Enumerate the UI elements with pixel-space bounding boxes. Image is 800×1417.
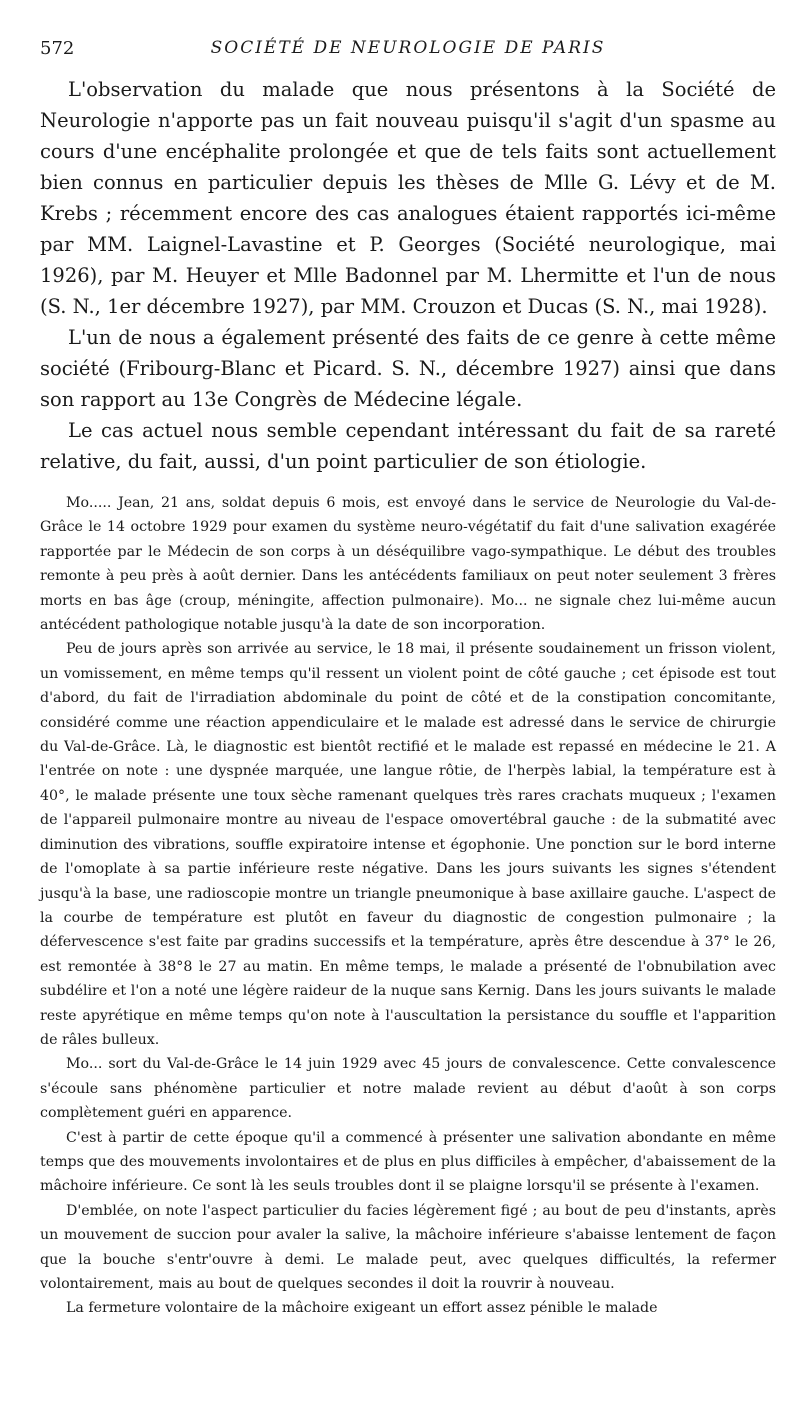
case-paragraph: C'est à partir de cette époque qu'il a commencé à présenter une salivation abondante en même temps que des mouvements involontaires et de plus en plus difficiles à empêcher, d'abaissement de la mâchoire inférieure. Ce sont là les seuls troubles dont il se plaigne lorsqu'il se présente à l'examen.	[40, 1129, 776, 1195]
case-paragraph: Mo..... Jean, 21 ans, soldat depuis 6 mois, est envoyé dans le service de Neurologie du Val-de-Grâce le 14 octobre 1929 pour examen du système neuro-végétatif du fait d'une salivation exagérée rapportée par le Médecin de son corps à un déséquilibre vago-sympathique. Le début des troubles remonte à peu près à août dernier. Dans les antécédents familiaux on peut noter seulement 3 frères morts en bas âge (croup, méningite, affection pulmonaire). Mo... ne signale chez lui-même aucun antécédent pathologique notable jusqu'à la date de son incorporation.	[40, 495, 776, 634]
intro-paragraph: L'observation du malade que nous présentons à la Société de Neurologie n'apporte pas un fait nouveau puisqu'il s'agit d'un spasme au cours d'une encéphalite prolongée et que de tels faits sont actuellement bien connus en particulier depuis les thèses de Mlle G. Lévy et de M. Krebs ; récemment encore des cas analogues étaient rapportés ici-même par MM. Laignel-Lavastine et P. Georges (Société neurologique, mai 1926), par M. Heuyer et Mlle Badonnel par M. Lhermitte et l'un de nous (S. N., 1er décembre 1927), par MM. Crouzon et Ducas (S. N., mai 1928).	[40, 78, 776, 318]
running-head	[40, 38, 776, 74]
intro-paragraph: L'un de nous a également présenté des faits de ce genre à cette même société (Fribourg-Blanc et Picard. S. N., décembre 1927) ainsi que dans son rapport au 13e Congrès de Médecine légale.	[40, 326, 776, 411]
case-paragraph: Peu de jours après son arrivée au service, le 18 mai, il présente soudainement un frisson violent, un vomissement, en même temps qu'il ressent un violent point de côté gauche ; cet épisode est tout d'abord, du fait de l'irradiation abdominale du point de côté et de la constipation concomitante, considéré comme une réaction appendiculaire et le malade est adressé dans le service de chirurgie du Val-de-Grâce. Là, le diagnostic est bientôt rectifié et le malade est repassé en médecine le 21. A l'entrée on note : une dyspnée marquée, une langue rôtie, de l'herpès labial, la température est à 40°, le malade présente une toux sèche ramenant quelques très rares crachats muqueux ; l'examen de l'appareil pulmonaire montre au niveau de l'espace omovertébral gauche : de la submatité avec diminution des vibrations, souffle expiratoire intense et égophonie. Une ponction sur le bord interne de l'omoplate à sa partie inférieure reste négative. Dans les jours suivants les signes s'étendent jusqu'à la base, une radioscopie montre un triangle pneumonique à base axillaire gauche. L'aspect de la courbe de température est plutôt en faveur du diagnostic de congestion pulmonaire ; la défervescence s'est faite par gradins successifs et la température, après être descendue à 37° le 26, est remontée à 38°8 le 27 au matin. En même temps, le malade a présenté de l'obnubilation avec subdélire et l'on a noté une légère raideur de la nuque sans Kernig. Dans les jours suivants le malade reste apyrétique en même temps qu'on note à l'auscultation la persistance du souffle et l'apparition de râles bulleux.	[40, 641, 776, 1048]
introduction	[40, 74, 776, 477]
intro-paragraph: Le cas actuel nous semble cependant intéressant du fait de sa rareté relative, du fait, aussi, d'un point particulier de son étiologie.	[40, 419, 776, 473]
case-report	[40, 491, 776, 1321]
journal-title: SOCIÉTÉ DE NEUROLOGIE DE PARIS	[210, 38, 606, 58]
case-paragraph: D'emblée, on note l'aspect particulier du facies légèrement figé ; au bout de peu d'instants, après un mouvement de succion pour avaler la salive, la mâchoire inférieure s'abaisse lentement de façon que la bouche s'entr'ouvre à demi. Le malade peut, avec quelques difficultés, la refermer volontairement, mais au bout de quelques secondes il doit la rouvrir à nouveau.	[40, 1202, 776, 1292]
case-paragraph: Mo... sort du Val-de-Grâce le 14 juin 1929 avec 45 jours de convalescence. Cette convalescence s'écoule sans phénomène particulier et notre malade revient au début d'août à son corps complètement guéri en apparence.	[40, 1056, 776, 1122]
page	[40, 38, 776, 1321]
case-paragraph: La fermeture volontaire de la mâchoire exigeant un effort assez pénible le malade	[66, 1300, 658, 1317]
page-number: 572	[40, 38, 75, 59]
